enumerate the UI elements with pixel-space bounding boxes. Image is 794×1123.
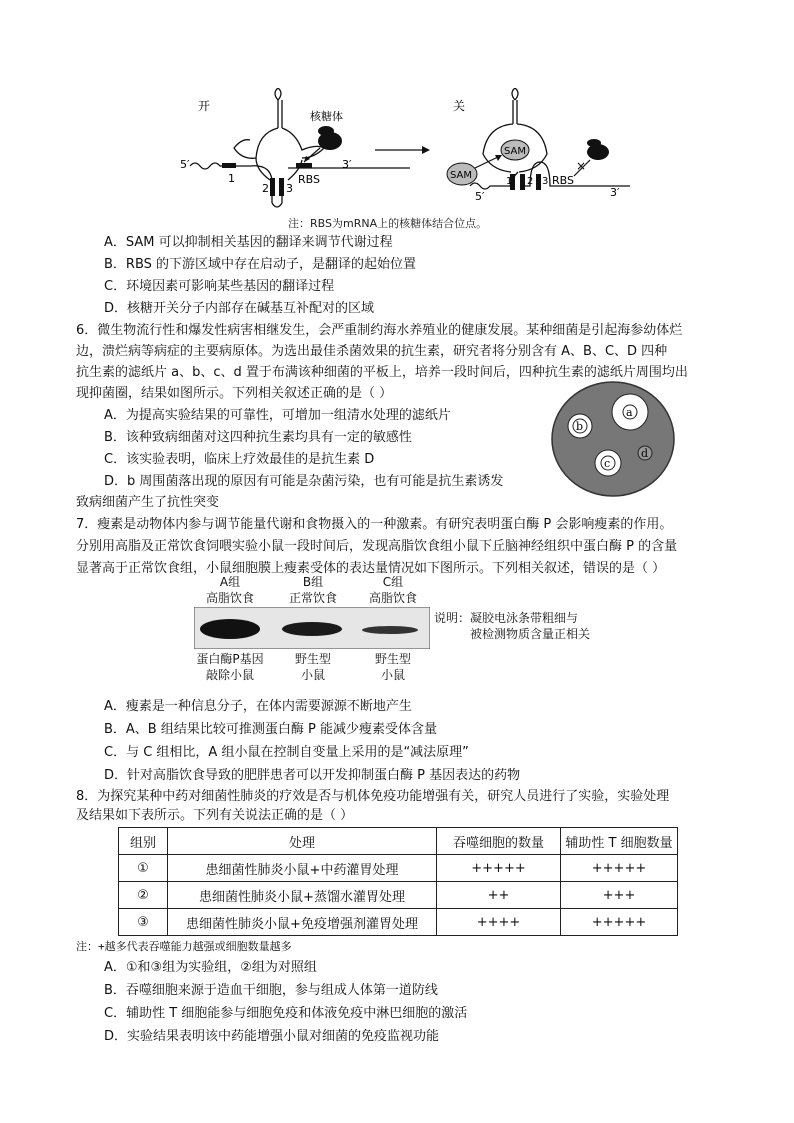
q7-option-c: C．与 C 组相比，A 组小鼠在控制自变量上采用的是“减法原理”	[104, 745, 469, 760]
header-phagocyte: 吞噬细胞的数量	[437, 828, 561, 855]
q5-option-d: D．核糖开关分子内部存在碱基互补配对的区域	[104, 301, 375, 316]
group-a-footer: 蛋白酶P基因 敲除小鼠	[196, 652, 264, 682]
petri-dish	[550, 380, 676, 498]
cell-helper-t: +++++	[561, 909, 678, 936]
segment-1-off	[520, 174, 525, 190]
band-b	[282, 622, 342, 636]
n2-on: 2	[262, 182, 269, 195]
group-a-header: A组 高脂饮食	[205, 575, 254, 605]
q8-option-d: D．实验结果表明该中药能增强小鼠对细菌的免疫监视功能	[104, 1029, 440, 1044]
cell-helper-t: +++	[561, 882, 678, 909]
ribosome-icon	[318, 126, 342, 150]
cell-phagocyte: +++++	[437, 855, 561, 882]
riboswitch-note: 注：RBS为mRNA上的核糖体结合位点。	[288, 217, 488, 230]
n1-off: 1	[506, 176, 513, 187]
disc-d-label: d	[641, 447, 649, 460]
q8-option-a: A．①和③组为实验组，②组为对照组	[104, 960, 317, 975]
cell-group: ①	[119, 855, 168, 882]
q7-stem-3: 显著高于正常饮食组，小鼠细胞膜上瘦素受体的表达量情况如下图所示。下列相关叙述，错误的是（ ）	[76, 561, 666, 576]
q7-option-d: D．针对高脂饮食导致的肥胖患者可以开发抑制蛋白酶 P 基因表达的药物	[104, 768, 521, 783]
q6-stem-2: 边，溃烂病等病症的主要病原体。为选出最佳杀菌效果的抗生素，研究者将分别含有 A、B、C、D 四种	[76, 344, 668, 359]
blocked-mark-icon: ×	[576, 159, 587, 173]
q6-stem-1: 6．微生物流行性和爆发性病害相继发生，会严重制约海水养殖业的健康发展。某种细菌是引起海参幼体烂	[76, 323, 683, 338]
q5-option-b: B．RBS 的下游区域中存在启动子，是翻译的起始位置	[104, 257, 417, 272]
disc-a-label: a	[626, 406, 633, 419]
header-helper-t: 辅助性 T 细胞数量	[561, 828, 678, 855]
cell-group: ③	[119, 909, 168, 936]
rbs-label-on: RBS	[298, 173, 320, 186]
three-prime-off: 3′	[610, 186, 620, 199]
table-row	[119, 855, 678, 882]
q8-results-table	[118, 827, 678, 936]
segment-3-on	[279, 178, 284, 196]
ribosome-label: 核糖体	[310, 110, 343, 123]
q5-option-c: C．环境因素可影响某些基因的翻译过程	[104, 279, 335, 294]
band-c	[362, 626, 418, 634]
q6-option-b: B．该种致病细菌对这四种抗生素均具有一定的敏感性	[104, 430, 412, 445]
header-group: 组别	[119, 828, 168, 855]
cell-phagocyte: ++	[437, 882, 561, 909]
table-row	[119, 909, 678, 936]
riboswitch-diagram	[170, 88, 650, 223]
cell-helper-t: +++++	[561, 855, 678, 882]
label-on: 开	[198, 99, 211, 113]
q6-option-a: A．为提高实验结果的可靠性，可增加一组清水处理的滤纸片	[104, 408, 451, 423]
n1-on: 1	[228, 172, 235, 185]
q7-stem-1: 7．瘦素是动物体内参与调节能量代谢和食物摄入的一种激素。有研究表明蛋白酶 P 会影响瘦素的作用。	[76, 517, 673, 532]
cell-treatment: 患细菌性肺炎小鼠+免疫增强剂灌胃处理	[168, 909, 437, 936]
q8-stem-2: 及结果如下表所示。下列有关说法正确的是（ ）	[76, 808, 354, 823]
q6-option-d: D．b 周围菌落出现的原因有可能是杂菌污染，也有可能是抗生素诱发	[104, 474, 504, 489]
western-blot	[194, 607, 430, 649]
n3-off: 3	[542, 176, 549, 187]
transition-arrow-icon	[375, 146, 430, 154]
five-prime-on: 5′	[180, 158, 190, 171]
q7-option-a: A．瘦素是一种信息分子，在体内需要源源不断地产生	[104, 699, 412, 714]
q8-option-b: B．吞噬细胞来源于造血干细胞，参与组成人体第一道防线	[104, 983, 438, 998]
q8-stem-1: 8．为探究某种中药对细菌性肺炎的疗效是否与机体免疫功能增强有关，研究人员进行了实验，实验处理	[76, 789, 670, 804]
disc-c-label: c	[604, 457, 611, 470]
q7-option-b: B．A、B 组结果比较可推测蛋白酶 P 能减少瘦素受体含量	[104, 722, 437, 737]
segment-3-off	[536, 174, 541, 190]
q5-option-a: A．SAM 可以抑制相关基因的翻译来调节代谢过程	[104, 235, 393, 250]
cell-group: ②	[119, 882, 168, 909]
q6-stem-4: 现抑菌圈，结果如图所示。下列相关叙述正确的是（ ）	[76, 386, 393, 401]
group-b-header: B组 正常饮食	[288, 575, 337, 605]
table-header-row	[119, 828, 678, 855]
q6-option-c: C．该实验表明，临床上疗效最佳的是抗生素 D	[104, 452, 375, 467]
q8-option-c: C．辅助性 T 细胞能参与细胞免疫和体液免疫中淋巴细胞的激活	[104, 1006, 468, 1021]
group-b-footer: 野生型 小鼠	[294, 652, 331, 682]
sam-free-label: SAM	[450, 170, 473, 181]
cell-treatment: 患细菌性肺炎小鼠+中药灌胃处理	[168, 855, 437, 882]
sam-bound-label: SAM	[504, 146, 527, 157]
q6-stem-3: 抗生素的滤纸片 a、b、c、d 置于布满该种细菌的平板上，培养一段时间后，四种抗生素的滤纸片周围均出	[76, 365, 688, 380]
label-off: 关	[453, 99, 466, 113]
n3-on: 3	[286, 182, 293, 195]
three-prime-on: 3′	[342, 158, 352, 171]
blot-note: 说明：凝胶电泳条带粗细与 被检测物质含量正相关	[434, 611, 591, 641]
q7-stem-2: 分别用高脂及正常饮食饲喂实验小鼠一段时间后，发现高脂饮食组小鼠下丘脑神经组织中蛋白酶 P 的含量	[76, 539, 678, 554]
ribosome-off-icon	[587, 139, 609, 160]
rbs-on	[296, 163, 312, 168]
riboswitch-on-structure	[190, 88, 410, 207]
riboswitch-off-structure	[470, 88, 630, 189]
cell-phagocyte: ++++	[437, 909, 561, 936]
rbs-label-off: RBS	[552, 174, 574, 187]
table-row	[119, 882, 678, 909]
group-c-header: C组 高脂饮食	[368, 575, 417, 605]
header-treatment: 处理	[168, 828, 437, 855]
cell-treatment: 患细菌性肺炎小鼠+蒸馏水灌胃处理	[168, 882, 437, 909]
disc-b-label: b	[576, 420, 584, 433]
q6-continuation: 致病细菌产生了抗性突变	[76, 495, 220, 510]
segment-2-on	[270, 178, 275, 196]
band-a	[200, 619, 260, 639]
five-prime-off: 5′	[475, 190, 485, 203]
q8-note: 注：+越多代表吞噬能力越强或细胞数量越多	[76, 940, 292, 953]
group-c-footer: 野生型 小鼠	[374, 652, 411, 682]
n2-off: 2	[527, 176, 534, 187]
segment-1-on	[222, 163, 236, 168]
